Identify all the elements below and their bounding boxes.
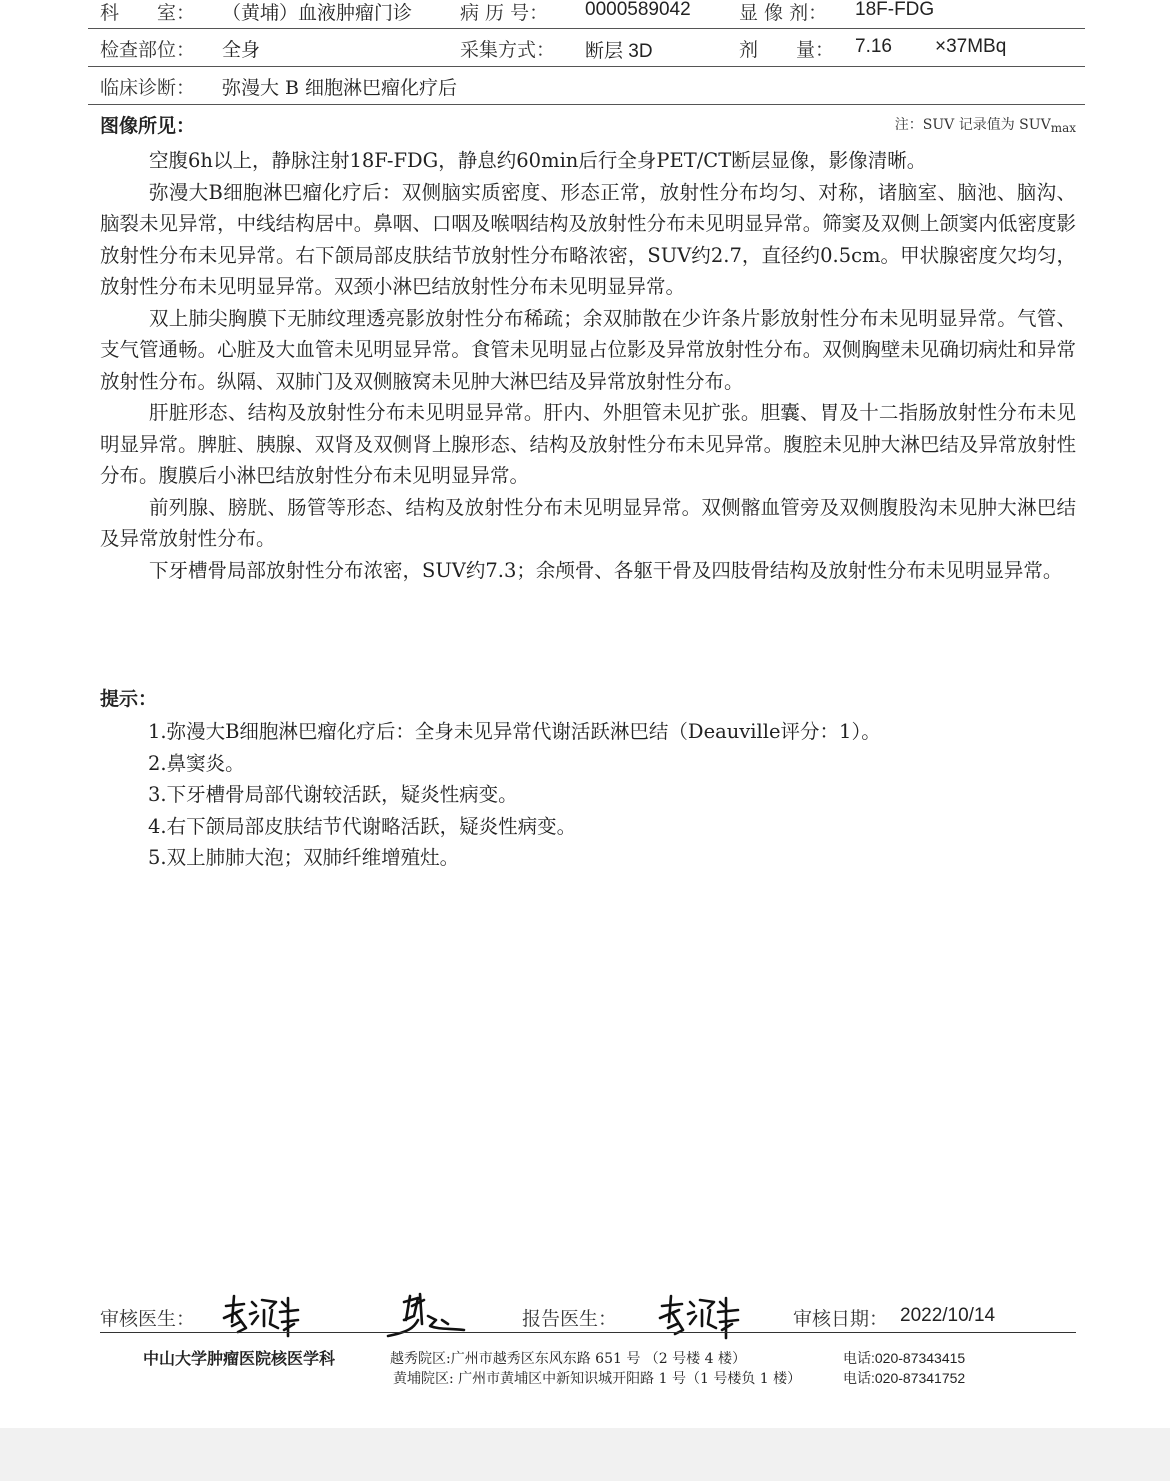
address-huangpu: 黄埔院区: 广州市黄埔区中新知识城开阳路 1 号（1 号楼负 1 楼） [393,1371,802,1387]
dose-unit: ×37MBq [935,36,1007,57]
site-label: 检查部位： [100,39,196,61]
method-value: 断层 3D [585,41,653,62]
header-divider [88,66,1085,67]
findings-body [100,145,1076,586]
header-divider [88,28,1085,29]
dept-label: 科 室： [100,2,196,24]
dept-value: （黄埔）血液肿瘤门诊 [222,2,413,24]
hint-item: 1.弥漫大B细胞淋巴瘤化疗后：全身未见异常代谢活跃淋巴结（Deauville评分：1）。 [148,720,881,743]
review-date: 2022/10/14 [900,1305,996,1326]
method-label: 采集方式： [460,39,556,61]
agent-value: 18F-FDG [855,0,935,20]
suv-note-text: 注：SUV 记录值为 SUV [894,117,1051,133]
record-label: 病 历 号： [460,2,549,24]
address-yuexiu: 越秀院区:广州市越秀区东风东路 651 号 （2 号楼 4 楼） [390,1351,746,1367]
agent-label: 显 像 剂： [739,2,828,24]
hint-item: 5.双上肺肺大泡；双肺纤维增殖灶。 [148,846,460,869]
reviewer-label: 审核医生： [100,1308,196,1330]
page-bottom-margin [0,1428,1170,1481]
suv-note [895,114,1076,135]
diagnosis-value: 弥漫大 B 细胞淋巴瘤化疗后 [222,77,458,99]
hint-item: 3.下牙槽骨局部代谢较活跃，疑炎性病变。 [148,783,518,806]
phone-yuexiu: 电话:020-87343415 [843,1350,966,1366]
findings-paragraph: 前列腺、膀胱、肠管等形态、结构及放射性分布未见明显异常。双侧髂血管旁及双侧腹股沟未见肿大淋巴结及异常放射性分布。 [100,495,1076,550]
site-value: 全身 [222,39,261,61]
reporter-label: 报告医生： [522,1308,618,1330]
suv-note-subscript: max [1050,121,1076,135]
header-divider [88,104,1085,105]
findings-paragraph: 空腹6h以上，静脉注射18F-FDG，静息约60min后行全身PET/CT断层显像，影像清晰。 [149,149,927,172]
dose-value: 7.16 [855,36,892,57]
signature-divider [100,1332,1076,1333]
findings-paragraph: 弥漫大B细胞淋巴瘤化疗后：双侧脑实质密度、形态正常，放射性分布均匀、对称，诸脑室、脑池、脑沟、脑裂未见异常，中线结构居中。鼻咽、口咽及喉咽结构及放射性分布未见明显异常。筛窦及双侧上颌窦内低密度影放射性分布未见异常。右下颌局部皮肤结节放射性分布略浓密，SUV约2.7，直径约0.5cm。甲状腺密度欠均匀，放射性分布未见明显异常。双颈小淋巴结放射性分布未见明显异常。 [100,180,1076,298]
dose-label: 剂 量： [739,39,835,61]
hints-title: 提示： [100,688,158,710]
findings-paragraph: 下牙槽骨局部放射性分布浓密，SUV约7.3；余颅骨、各躯干骨及四肢骨结构及放射性分布未见明显异常。 [149,558,1063,582]
record-value: 0000589042 [585,0,691,20]
institution-name: 中山大学肿瘤医院核医学科 [143,1351,336,1368]
findings-title: 图像所见： [100,115,196,137]
phone-huangpu: 电话:020-87341752 [843,1370,966,1386]
hint-item: 2.鼻窦炎。 [148,751,245,775]
hint-item: 4.右下颌局部皮肤结节代谢略活跃，疑炎性病变。 [148,814,577,838]
second-signature [384,1290,468,1342]
findings-paragraph: 双上肺尖胸膜下无肺纹理透亮影放射性分布稀疏；余双肺散在少许条片影放射性分布未见明显异常。气管、支气管通畅。心脏及大血管未见明显异常。食管未见明显占位影及异常放射性分布。双侧胸壁未见确切病灶和异常放射性分布。纵隔、双肺门及双侧腋窝未见肿大淋巴结及异常放射性分布。 [100,306,1076,393]
hints-list [148,716,881,874]
diagnosis-label: 临床诊断： [100,77,196,99]
review-date-label: 审核日期： [793,1308,889,1330]
findings-paragraph: 肝脏形态、结构及放射性分布未见明显异常。肝内、外胆管未见扩张。胆囊、胃及十二指肠放射性分布未见明显异常。脾脏、胰腺、双肾及双侧肾上腺形态、结构及放射性分布未见异常。腹腔未见肿大淋巴结及异常放射性分布。腹膜后小淋巴结放射性分布未见明显异常。 [100,401,1076,487]
